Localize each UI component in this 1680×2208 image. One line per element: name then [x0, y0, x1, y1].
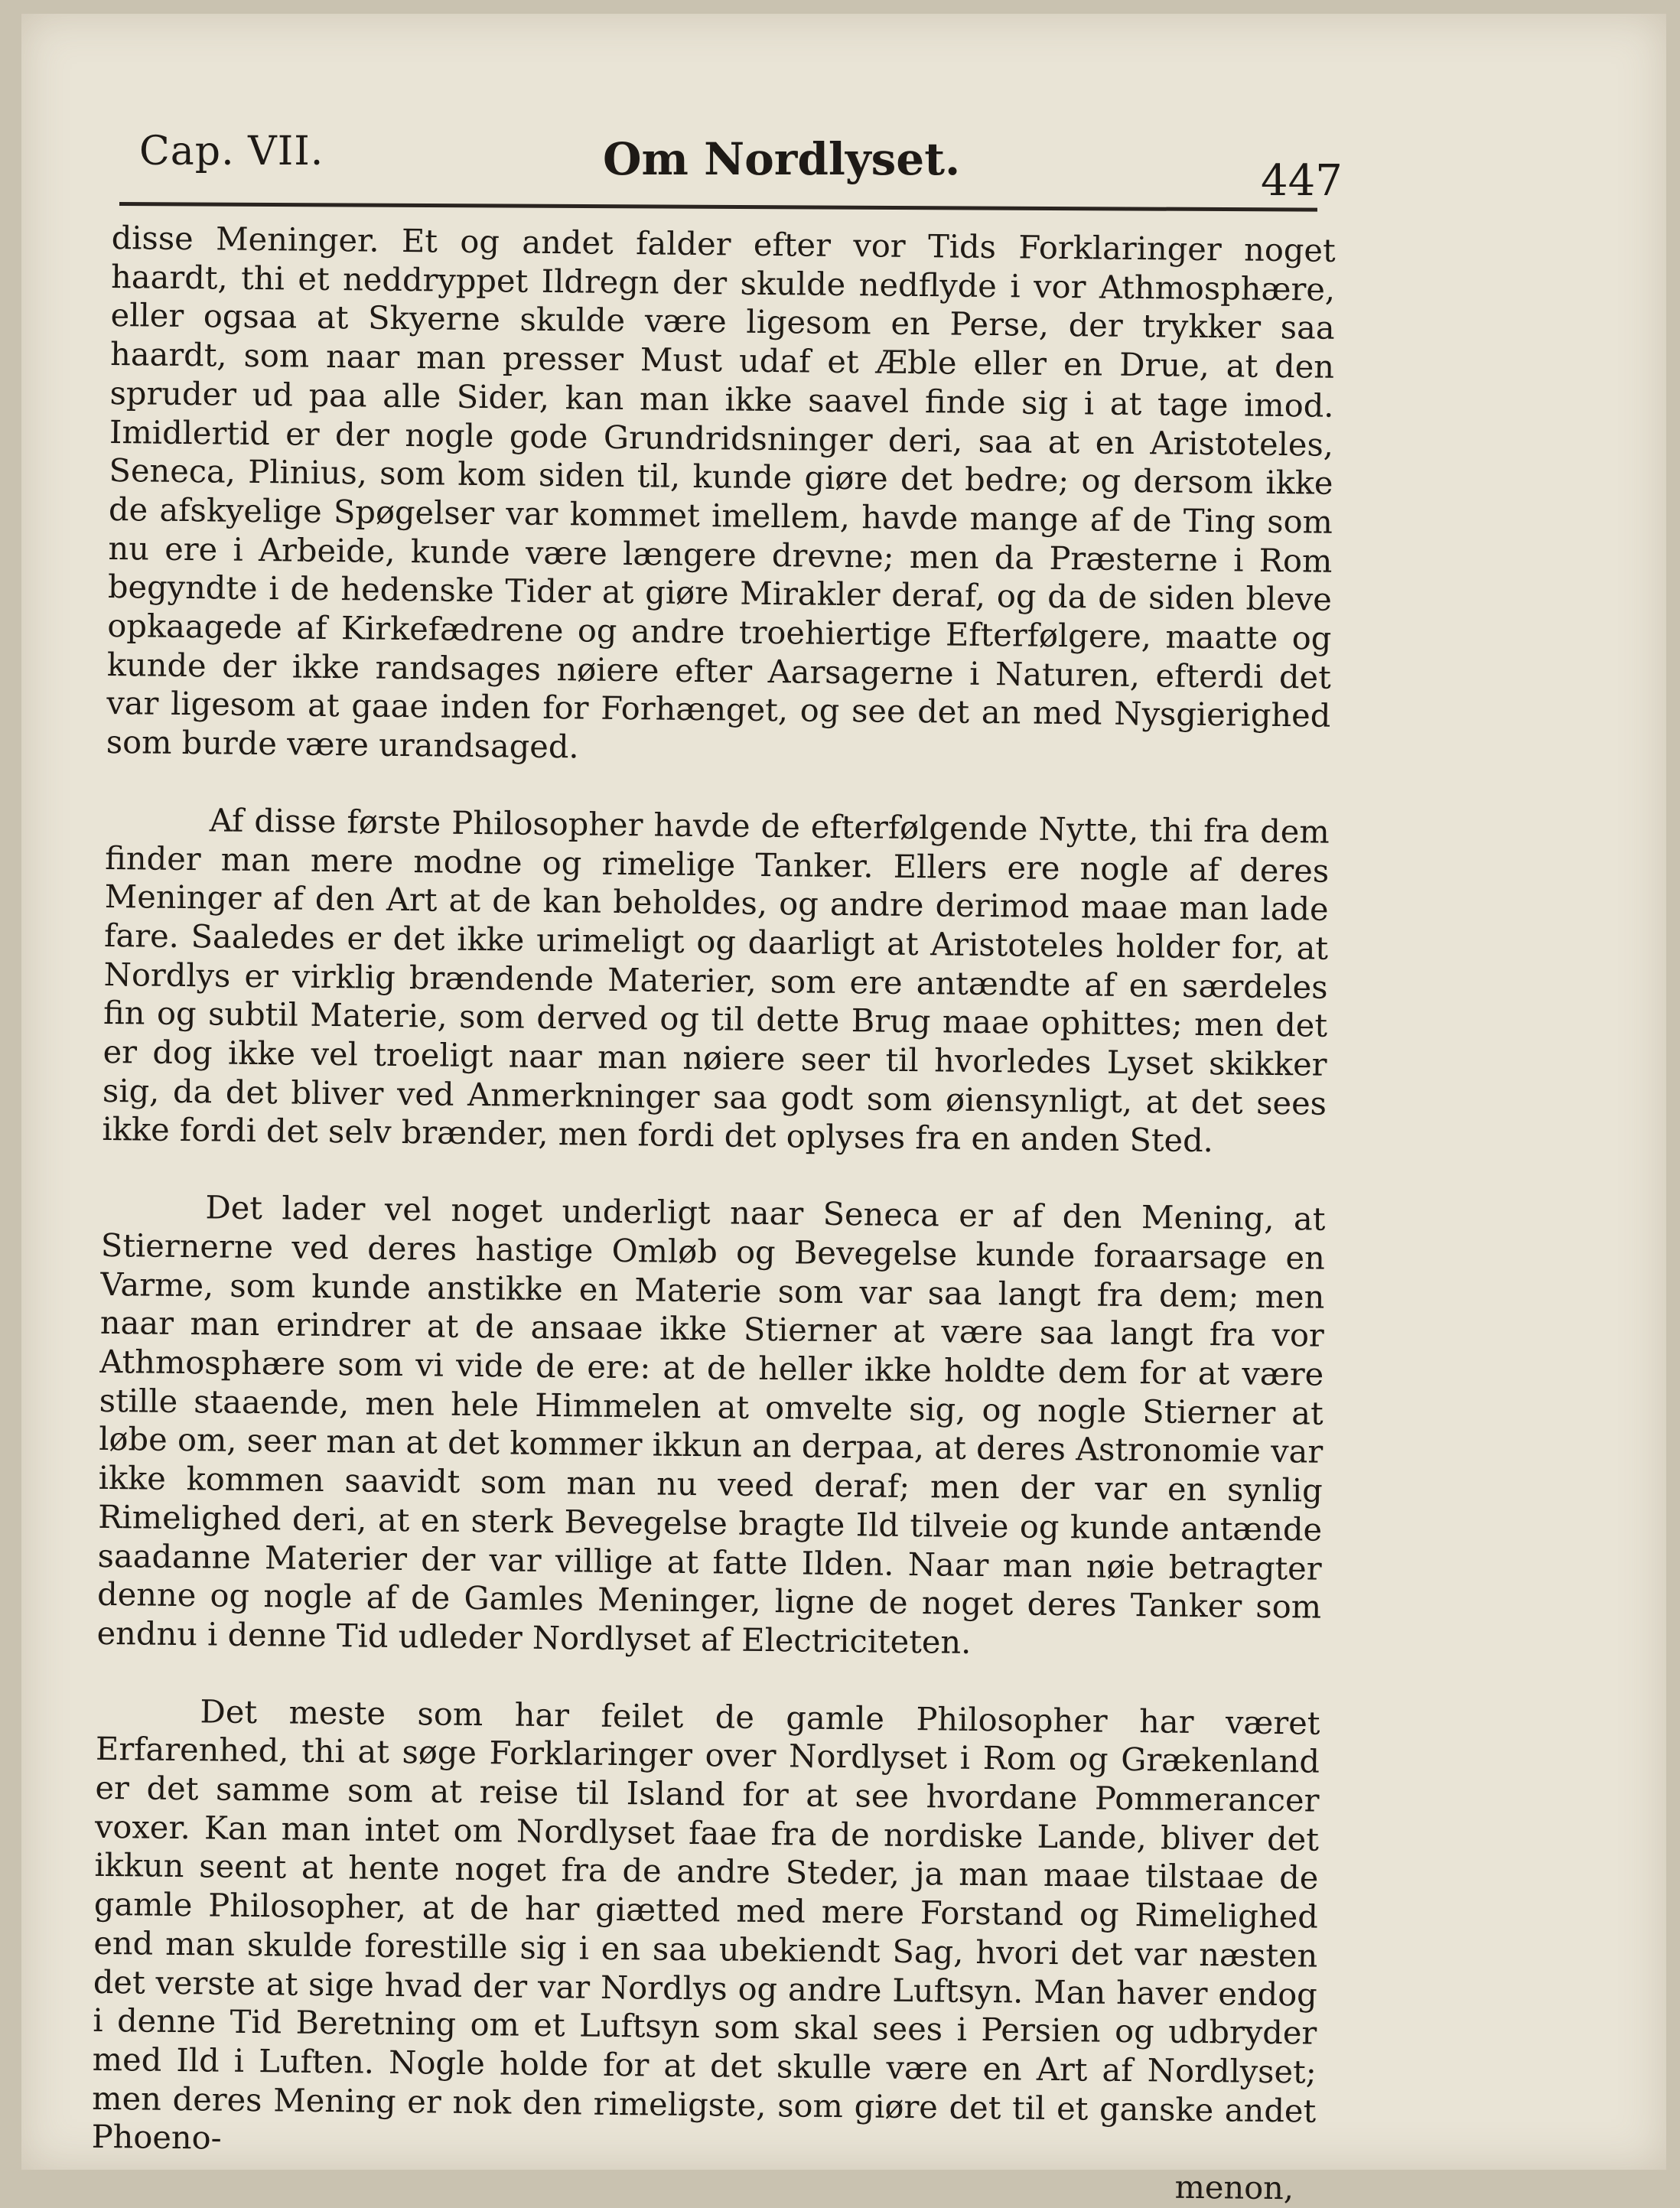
paragraph-3: Det lader vel noget underligt naar Seneca er af den Mening, at Stiernerne ved deres hastige Omløb og Bevegelse kunde foraarsage en Varme, som kunde anstikke en Materie som var saa langt fra dem; men naar man erindrer at de ansaae ikke Stierner at være saa langt fra vor Athmosphære som vi vide de ere: at de heller ikke holdte dem for at være stille staaende, men hele Himmelen at omvelte sig, og nogle Stierner at løbe om, seer man at det kommer ikkun an derpaa, at deres Astronomie var ikke kommen saavidt som man nu veed deraf; men der var en synlig Rimelighed deri, at en sterk Bevegelse bragte Ild tilveie og kunde antænde saadanne Materier der var villige at fatte Ilden. Naar man nøie betragter denne og nogle af de Gamles Meninger, ligne de noget deres Tanker som endnu i denne Tid udleder Nordlyset af Electriciteten.: [96, 1188, 1326, 1661]
page-number: 447: [1261, 156, 1343, 206]
running-title: Om Nordlyset.: [603, 133, 961, 185]
paragraph-2: Af disse første Philosopher havde de efterfølgende Nytte, thi fra dem finder man mere modne og rimelige Tanker. Ellers ere nogle af deres Meninger af den Art at de kan beholdes, og andre derimod maae man lade fare. Saaledes er det ikke urimeligt og daarligt at Aristoteles holder for, at Nordlys er virklig brændende Materier, som ere antændte af en særdeles fin og subtil Materie, som derved og til dette Brug maae ophittes; men det er dog ikke vel troeligt naar man nøiere seer til hvorledes Lyset skikker sig, da det bliver ved Anmerkninger saa godt som øiensynligt, at det sees ikke fordi det selv brænder, men fordi det oplyses fra en anden Sted.: [102, 801, 1330, 1160]
page-header: [113, 113, 1345, 206]
header-rule: [119, 202, 1317, 212]
chapter-label: Cap. VII.: [139, 129, 324, 174]
body-text: [91, 219, 1336, 2208]
paragraph-4: Det meste som har feilet de gamle Philosopher har været Erfarenhed, thi at søge Forklaringer over Nordlyset i Rom og Grækenland er det samme som at reise til Island for at see hvordane Pommerancer voxer. Kan man intet om Nordlyset faae fra de nordiske Lande, bliver det ikkun seent at hente noget fra de andre Steder, ja man maae tilstaae de gamle Philosopher, at de har giætted med mere Forstand og Rimelighed end man skulde forestille sig i en saa ubekiendt Sag, hvori det var næsten det verste at sige hvad der var Nordlys og andre Luftsyn. Man haver endog i denne Tid Beretning om et Luftsyn som skal sees i Persien og udbryder med Ild i Luften. Nogle holde for at det skulle være en Art af Nordlyset; men deres Mening er nok den rimeligste, som giøre det til et ganske andet Phoeno-: [91, 1692, 1320, 2157]
catchword: menon,: [1174, 2167, 1294, 2207]
paragraph-1: disse Meninger. Et og andet falder efter vor Tids Forklaringer noget haardt, thi et neddryppet Ildregn der skulde nedflyde i vor Athmosphære, eller ogsaa at Skyerne skulde være ligesom en Perse, der trykker saa haardt, som naar man presser Must udaf et Æble eller en Drue, at den spruder ud paa alle Sider, kan man ikke saavel finde sig i at tage imod. Imidlertid er der nogle gode Grundridsninger deri, saa at en Aristoteles, Seneca, Plinius, som kom siden til, kunde giøre det bedre; og dersom ikke de afskyelige Spøgelser var kommet imellem, havde mange af de Ting som nu ere i Arbeide, kunde være længere drevne; men da Præsterne i Rom begyndte i de hedenske Tider at giøre Mirakler deraf, og da de siden bleve opkaagede af Kirkefædrene og andre troehiertige Efterfølgere, maatte og kunde der ikke randsages nøiere efter Aarsagerne i Naturen, efterdi det var ligesom at gaae inden for Forhænget, og see det an med Nysgierighed som burde være urandsaged.: [106, 219, 1336, 766]
book-page: [21, 14, 1666, 2207]
